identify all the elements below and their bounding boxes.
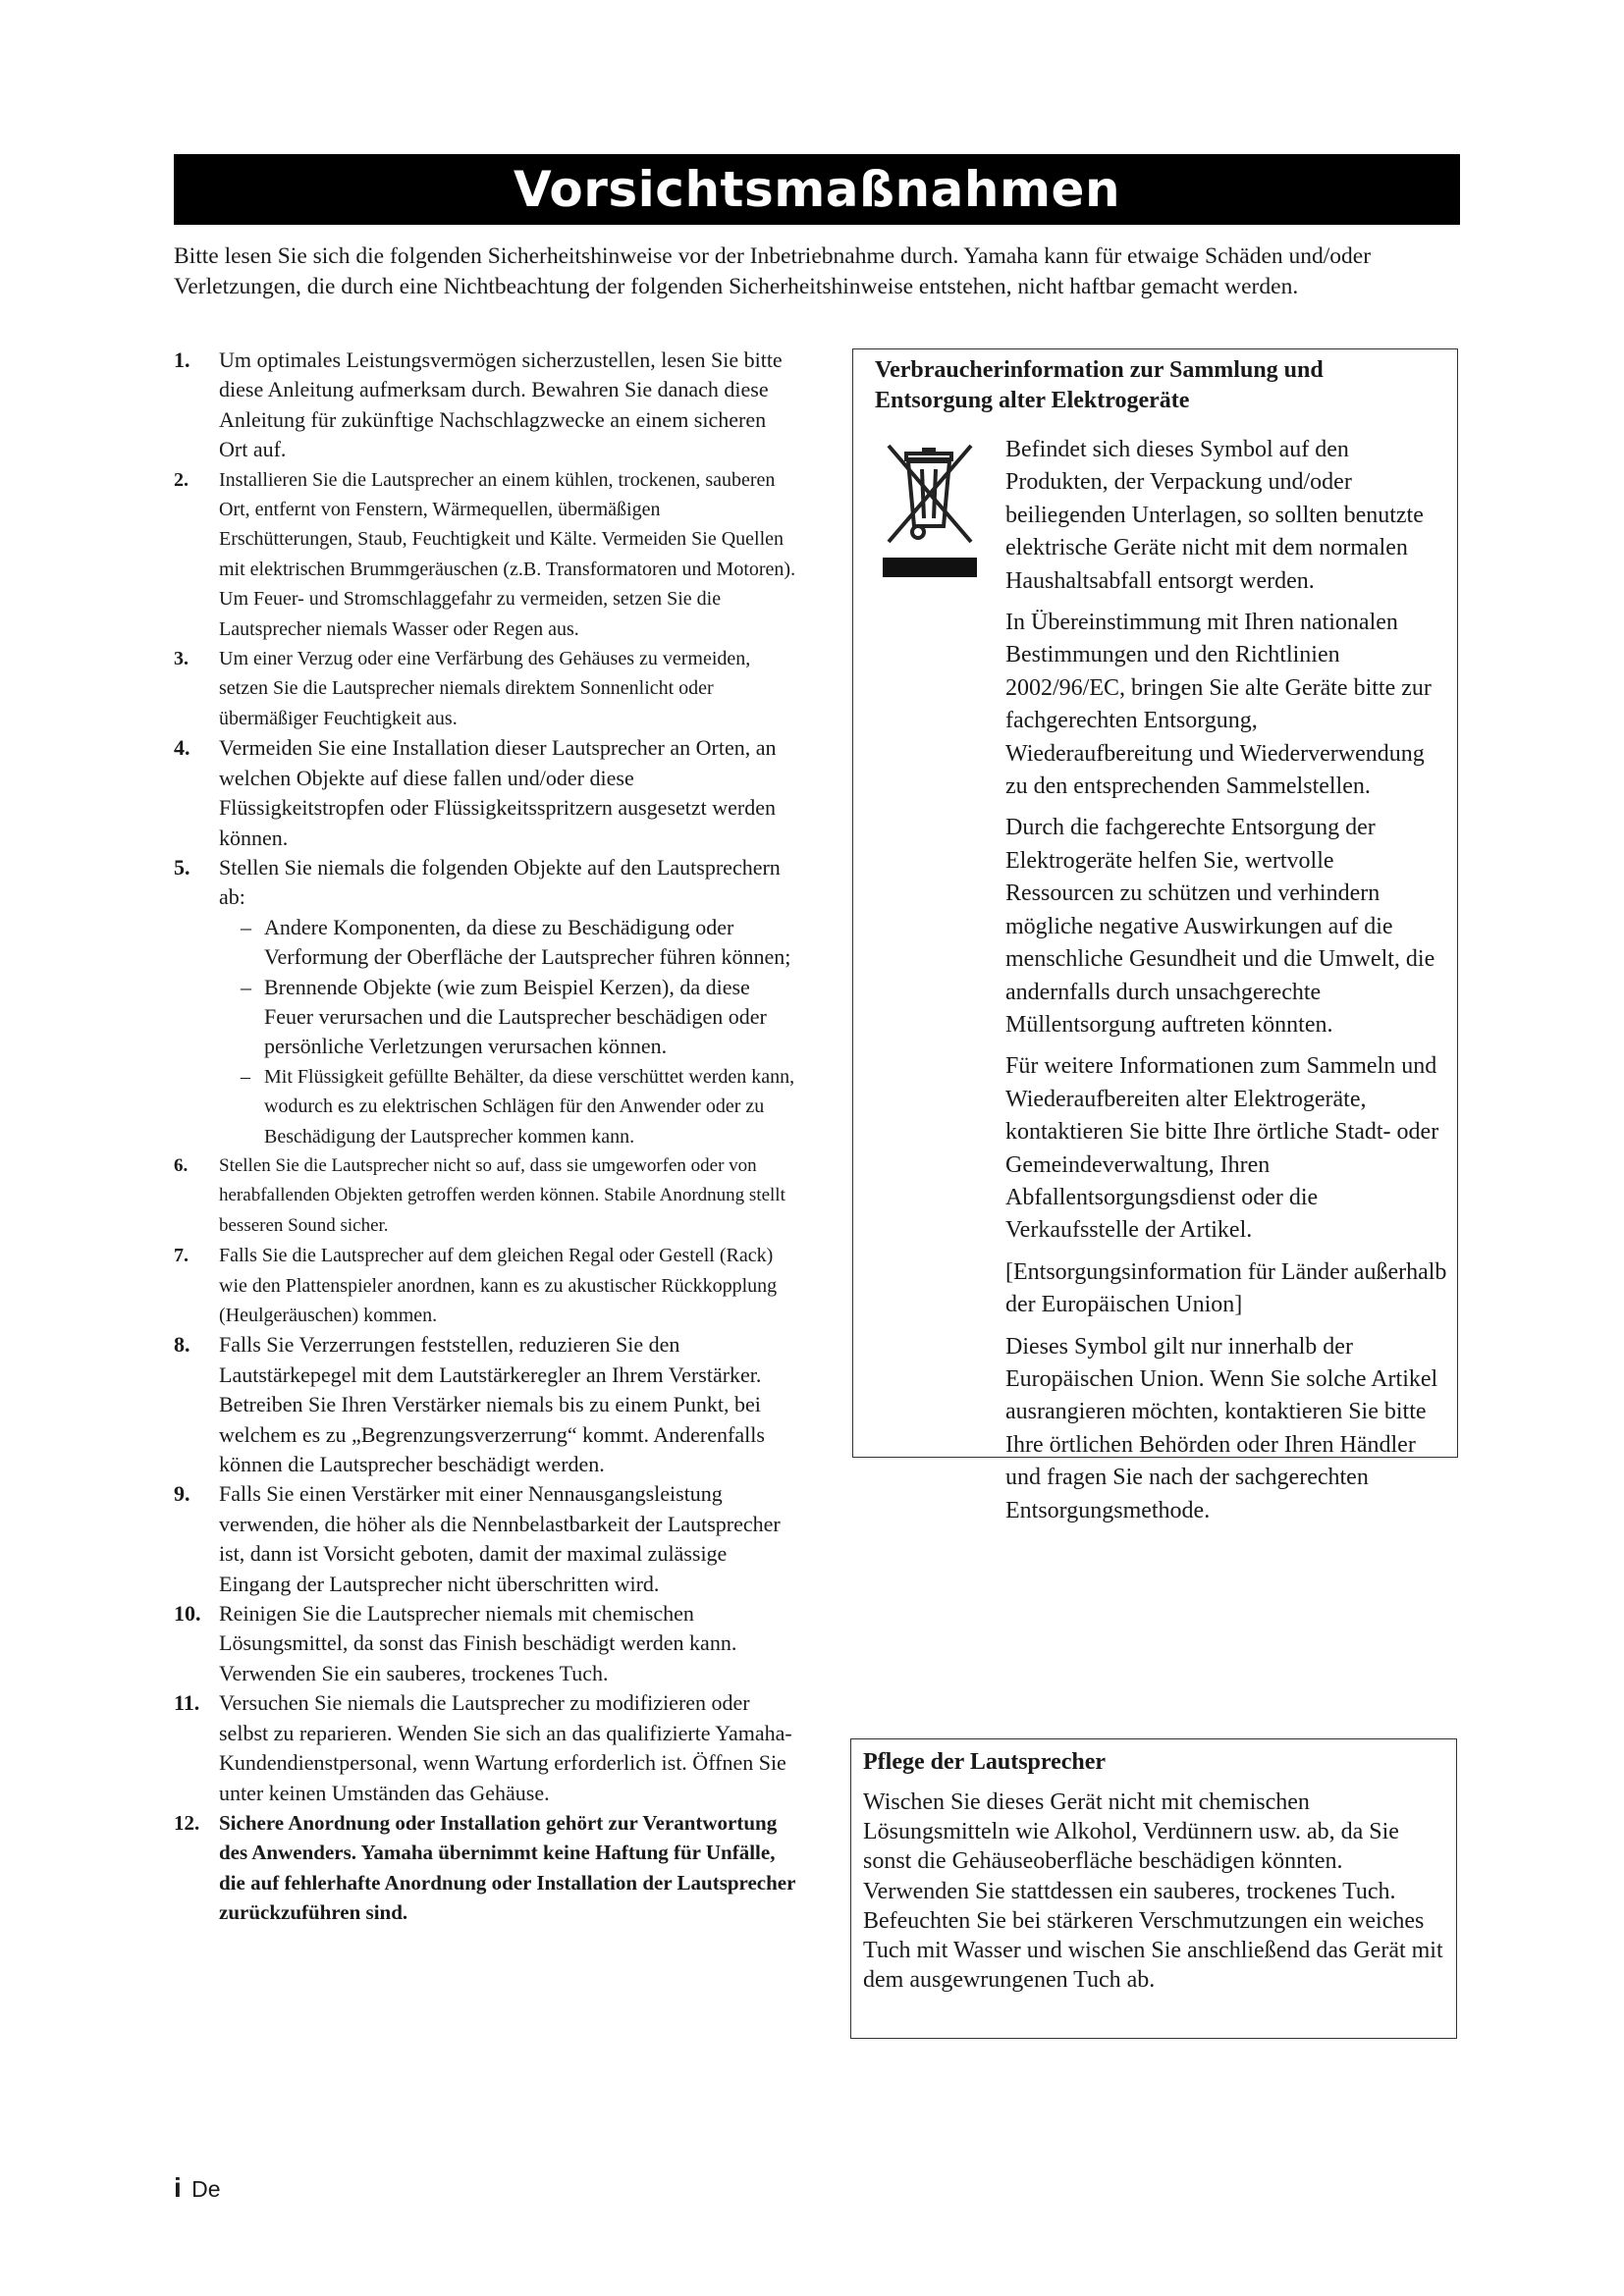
precaution-item-4 xyxy=(174,733,797,853)
item-number: 10. xyxy=(174,1601,201,1627)
item-number: 1. xyxy=(174,347,190,372)
disposal-box-title: Verbraucherinformation zur Sammlung und Entsorgung alter Elektrogeräte xyxy=(875,357,1324,413)
item-number: 4. xyxy=(174,735,190,761)
disposal-paragraph: Für weitere Informationen zum Sammeln und Wiederaufbereiten alter Elektrogeräte, kontaktieren Sie bitte Ihre örtliche Stadt- oder Gemeindeverwaltung, Ihren Abfallentsorgungsdienst oder die Verkaufsstelle der Artikel. xyxy=(1005,1053,1439,1244)
sub-item-text: Mit Flüssigkeit gefüllte Behälter, da diese verschüttet werden kann, wodurch es zu elektrischen Schlägen für den Anwender oder zu Beschädigung der Lautsprecher kommen kann. xyxy=(264,1065,795,1148)
disposal-paragraph: In Übereinstimmung mit Ihren nationalen Bestimmungen und den Richtlinien 2002/96/EC, bringen Sie alte Geräte bitte zur fachgerechten Entsorgung, Wiederaufbereitung und Wiederverwendung zu den entsprechenden Sammelstellen. xyxy=(1005,610,1432,800)
sub-item-text: Brennende Objekte (wie zum Beispiel Kerzen), da diese Feuer verursachen und die Lautsprecher beschädigen oder persönliche Verletzungen verursachen können. xyxy=(264,974,767,1059)
precaution-item-12 xyxy=(174,1808,797,1928)
item-text: Installieren Sie die Lautsprecher an einem kühlen, trockenen, sauberen Ort, entfernt von Fenstern, Wärmequellen, übermäßigen Erschütterungen, Staub, Feuchtigkeit und Kälte. Vermeiden Sie Quellen mit elektrischen Brummgeräuschen (z.B. Transformatoren und Motoren). Um Feuer- und Stromschlaggefahr zu vermeiden, setzen Sie die Lautsprecher niemals Wasser oder Regen aus. xyxy=(219,468,796,640)
item-number: 7. xyxy=(174,1245,189,1267)
precautions-list xyxy=(174,346,797,1928)
item-number: 9. xyxy=(174,1481,190,1507)
language-code: De xyxy=(191,2176,221,2202)
item-text: Vermeiden Sie eine Installation dieser Lautsprecher an Orten, an welchen Objekte auf diese fallen und/oder diese Flüssigkeitstropfen oder Flüssigkeitsspritzern ausgesetzt werden können. xyxy=(219,735,777,850)
disposal-paragraph: Durch die fachgerechte Entsorgung der Elektrogeräte helfen Sie, wertvolle Ressourcen zu schützen und verhindern mögliche negative Auswirkungen auf die menschliche Gesundheit und die Umwelt, die andernfalls durch unsachgerechte Müllentsorgung auftreten könnten. xyxy=(1005,815,1435,1038)
crossed-out-wheelie-bin-icon xyxy=(883,440,977,577)
page-number: i xyxy=(174,2172,182,2203)
precaution-item-9 xyxy=(174,1479,797,1599)
item-number: 3. xyxy=(174,648,189,670)
intro-paragraph: Bitte lesen Sie sich die folgenden Sicherheitshinweise vor der Inbetriebnahme durch. Yamaha kann für etwaige Schäden und/oder Verletzungen, die durch eine Nichtbeachtung der folgenden Sicherheitshinweise entstehen, nicht haftbar gemacht werden. xyxy=(174,243,1372,299)
page-title: Vorsichtsmaßnahmen xyxy=(513,161,1121,218)
item-text: Stellen Sie die Lautsprecher nicht so auf, dass sie umgeworfen oder von herabfallenden Objekten getroffen werden können. Stabile Anordnung stellt besseren Sound sicher. xyxy=(219,1154,785,1236)
item-text: Falls Sie die Lautsprecher auf dem gleichen Regal oder Gestell (Rack) wie den Plattenspieler anordnen, kann es zu akustischer Rückkopplung (Heulgeräuschen) kommen. xyxy=(219,1245,778,1326)
item-text: Falls Sie Verzerrungen feststellen, reduzieren Sie den Lautstärkepegel mit dem Lautstärkeregler an Ihrem Verstärker. Betreiben Sie Ihren Verstärker niemals bis zu einem Punkt, bei welchem es zu „Begrenzungsverzerrung“ kommt. Anderenfalls können die Lautsprecher beschädigt werden. xyxy=(219,1332,765,1477)
item-text: Sichere Anordnung oder Installation gehört zur Verantwortung des Anwenders. Yamaha übernimmt keine Haftung für Unfälle, die auf fehlerhafte Anordnung oder Installation der Lautsprecher zurückzuführen sind. xyxy=(219,1810,796,1925)
precaution-item-5 xyxy=(174,853,797,1151)
item-number: 8. xyxy=(174,1332,190,1358)
item-number: 2. xyxy=(174,468,189,491)
item-number: 6. xyxy=(174,1154,189,1176)
disposal-paragraph: [Entsorgungsinformation für Länder außerhalb der Europäischen Union] xyxy=(1005,1258,1447,1318)
precaution-item-11 xyxy=(174,1688,797,1808)
item-text: Um einer Verzug oder eine Verfärbung des Gehäuses zu vermeiden, setzen Sie die Lautsprecher niemals direktem Sonnenlicht oder übermäßiger Feuchtigkeit aus. xyxy=(219,648,751,729)
sub-item: – Mit Flüssigkeit gefüllte Behälter, da diese verschüttet werden kann, wodurch es zu elektrischen Schlägen für den Anwender oder zu Beschädigung der Lautsprecher kommen kann. xyxy=(241,1065,795,1148)
sub-item: – Brennende Objekte (wie zum Beispiel Kerzen), da diese Feuer verursachen und die Lautsprecher beschädigen oder persönliche Verletzungen verursachen können. xyxy=(241,974,767,1059)
disposal-info-box xyxy=(852,348,1458,1523)
item-number: 11. xyxy=(174,1690,200,1716)
precaution-item-6 xyxy=(174,1151,797,1241)
precaution-item-1 xyxy=(174,346,797,465)
disposal-box-text xyxy=(1005,434,1447,1536)
care-box-title: Pflege der Lautsprecher xyxy=(863,1749,1107,1775)
item-text: Versuchen Sie niemals die Lautsprecher zu modifizieren oder selbst zu reparieren. Wenden Sie sich an das qualifizierte Yamaha-Kundendienstpersonal, wenn Wartung erforderlich ist. Öffnen Sie unter keinen Umständen das Gehäuse. xyxy=(219,1690,792,1805)
precaution-item-3 xyxy=(174,644,797,733)
disposal-paragraph: Dieses Symbol gilt nur innerhalb der Europäischen Union. Wenn Sie solche Artikel ausrangieren möchten, kontaktieren Sie bitte Ihre örtlichen Behörden oder Ihren Händler und fragen Sie nach der sachgerechten Entsorgungsmethode. xyxy=(1005,1333,1438,1523)
item-text: Stellen Sie niemals die folgenden Objekte auf den Lautsprechern ab: xyxy=(219,854,781,910)
item-text: Reinigen Sie die Lautsprecher niemals mit chemischen Lösungsmittel, da sonst das Finish beschädigt werden kann. Verwenden Sie ein sauberes, trockenes Tuch. xyxy=(219,1601,737,1685)
title-bar xyxy=(174,154,1460,225)
item-text: Falls Sie einen Verstärker mit einer Nennausgangsleistung verwenden, die höher als die Nennbelastbarkeit der Lautsprecher ist, dann ist Vorsicht geboten, damit der maximal zulässige Eingang der Lautsprecher nicht überschritten wird. xyxy=(219,1481,781,1596)
precaution-item-2 xyxy=(174,465,797,644)
item-text: Um optimales Leistungsvermögen sicherzustellen, lesen Sie bitte diese Anleitung aufmerksam durch. Bewahren Sie danach diese Anleitung für zukünftige Nachschlagzwecke an einem sicheren Ort auf. xyxy=(219,347,783,462)
page-footer xyxy=(174,2172,221,2204)
sub-item-text: Andere Komponenten, da diese zu Beschädigung oder Verformung der Oberfläche der Lautsprecher führen können; xyxy=(264,914,791,970)
precaution-item-7 xyxy=(174,1241,797,1330)
care-box-text: Wischen Sie dieses Gerät nicht mit chemischen Lösungsmitteln wie Alkohol, Verdünnern usw. ab, da Sie sonst die Gehäuseoberfläche beschädigen könnten. Verwenden Sie stattdessen ein sauberes, trockenes Tuch. Befeuchten Sie bei stärkeren Verschmutzungen ein weiches Tuch mit Wasser und wischen Sie anschließend das Gerät mit dem ausgewrungenen Tuch ab. xyxy=(863,1789,1443,1994)
precaution-item-10 xyxy=(174,1599,797,1688)
item-number: 12. xyxy=(174,1810,200,1835)
sub-item: – Andere Komponenten, da diese zu Beschädigung oder Verformung der Oberfläche der Lautsprecher führen können; xyxy=(241,914,791,970)
item-number: 5. xyxy=(174,854,190,880)
precaution-item-8 xyxy=(174,1330,797,1479)
disposal-paragraph: Befindet sich dieses Symbol auf den Produkten, der Verpackung und/oder beiliegenden Unterlagen, so sollten benutzte elektrische Geräte nicht mit dem normalen Haushaltsabfall entsorgt werden. xyxy=(1005,437,1424,594)
care-info-box xyxy=(850,1738,1457,2039)
